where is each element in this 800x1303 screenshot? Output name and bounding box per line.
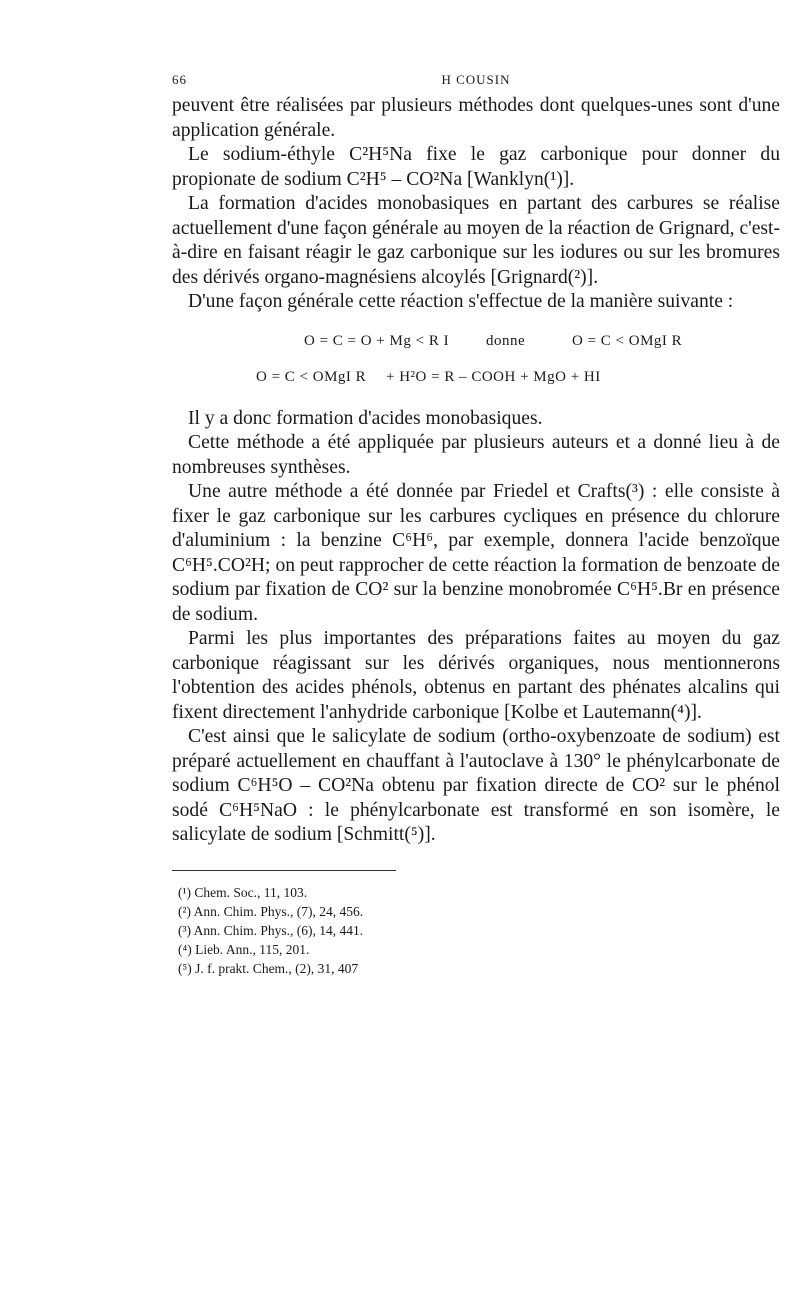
footnotes bbox=[172, 883, 780, 978]
page bbox=[172, 70, 780, 978]
running-title: H COUSIN bbox=[441, 72, 511, 87]
footnote-5: (⁵) J. f. prakt. Chem., (2), 31, 407 bbox=[178, 960, 359, 976]
reaction-equation-2 bbox=[172, 361, 780, 397]
reaction-equation-1 bbox=[172, 325, 780, 361]
paragraph-3: La formation d'acides monobasiques en partant des carbures se réalise actuellement d'une façon générale au moyen de la réaction de Grignard, c'est-à-dire en faisant réagir le gaz carbonique sur les iodures ou sur les bromures des dérivés organo-magnésiens alcoylés [Grignard(²)]. bbox=[172, 193, 780, 288]
footnote-1: (¹) Chem. Soc., 11, 103. bbox=[178, 884, 308, 900]
reaction-2-products: + H²O = R – COOH + MgO + HI bbox=[386, 368, 601, 385]
footnote-divider bbox=[172, 870, 396, 871]
reaction-2-reactant: O = C < OMgI R bbox=[256, 368, 367, 385]
paragraph-9: C'est ainsi que le salicylate de sodium (ortho-oxybenzoate de sodium) est préparé actuellement en chauffant à l'autoclave à 130° le phénylcarbonate de sodium C⁶H⁵O – CO²Na obtenu par fixation directe de CO² sur le phénol sodé C⁶H⁵NaO : le phénylcarbonate est transformé en son isomère, le salicylate de sodium [Schmitt(⁵)]. bbox=[172, 726, 780, 845]
paragraph-4: D'une façon générale cette réaction s'effectue de la manière suivante : bbox=[188, 291, 734, 312]
paragraph-1: peuvent être réalisées par plusieurs méthodes dont quelques-unes sont d'une application générale. bbox=[172, 95, 780, 141]
paragraph-5: Il y a donc formation d'acides monobasiques. bbox=[188, 407, 543, 429]
reaction-1-arrow-word: donne bbox=[486, 332, 526, 349]
page-number: 66 bbox=[172, 72, 187, 87]
paragraph-7: Une autre méthode a été donnée par Friedel et Crafts(³) : elle consiste à fixer le gaz carbonique sur les carbures cycliques en présence du chlorure d'aluminium : la benzine C⁶H⁶, par exemple, donnera l'acide benzoïque C⁶H⁵.CO²H; on peut rapprocher de cette réaction la formation de benzoate de sodium par fixation de CO² sur la benzine monobromée C⁶H⁵.Br en présence de sodium. bbox=[172, 481, 780, 625]
paragraph-8: Parmi les plus importantes des préparations faites au moyen du gaz carbonique réagissant sur les dérivés organiques, nous mentionnerons l'obtention des acides phénols, obtenus en partant des phénates alcalins qui fixent directement l'anhydride carbonique [Kolbe et Lautemann(⁴)]. bbox=[172, 628, 780, 723]
paragraph-2: Le sodium-éthyle C²H⁵Na fixe le gaz carbonique pour donner du propionate de sodium C²H⁵ – CO²Na [Wanklyn(¹)]. bbox=[172, 144, 780, 190]
paragraph-6: Cette méthode a été appliquée par plusieurs auteurs et a donné lieu à de nombreuses synthèses. bbox=[172, 432, 780, 478]
footnote-2: (²) Ann. Chim. Phys., (7), 24, 456. bbox=[178, 903, 364, 919]
page-header bbox=[172, 70, 780, 94]
reaction-1-reactants: O = C = O + Mg < R I bbox=[304, 332, 450, 349]
reaction-1-product: O = C < OMgI R bbox=[572, 332, 683, 349]
footnote-4: (⁴) Lieb. Ann., 115, 201. bbox=[178, 941, 310, 957]
footnote-3: (³) Ann. Chim. Phys., (6), 14, 441. bbox=[178, 922, 364, 938]
